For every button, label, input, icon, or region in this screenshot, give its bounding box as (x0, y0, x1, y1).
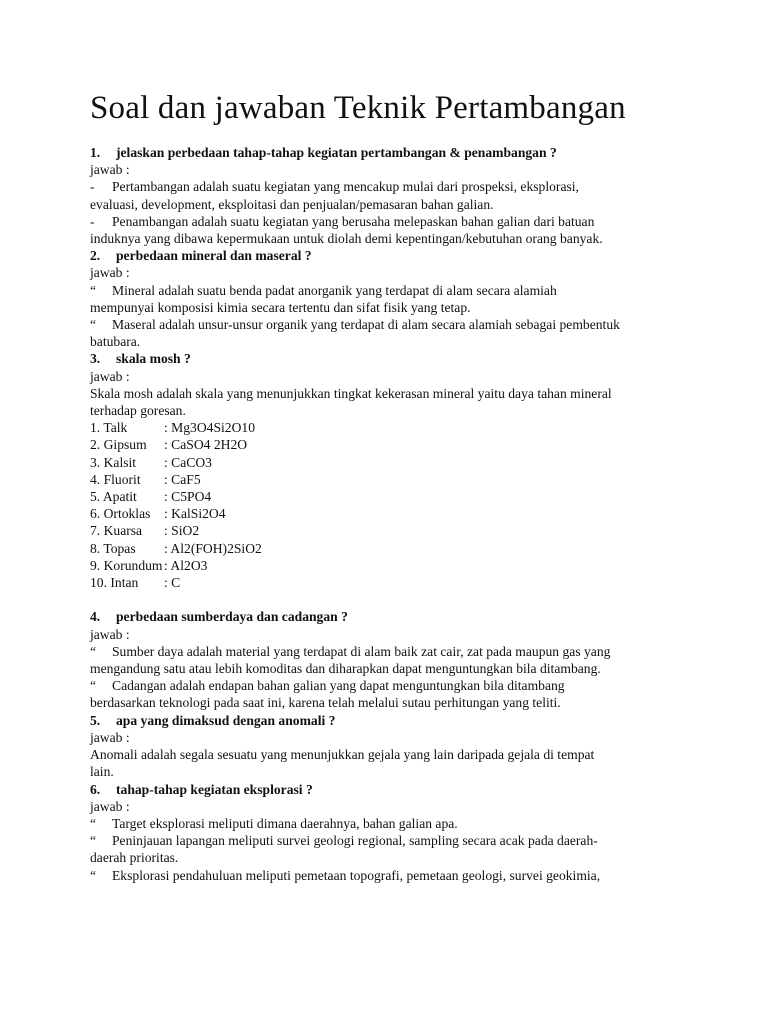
answer-label: jawab : (90, 729, 130, 745)
blank-line (90, 591, 708, 608)
answer-label: jawab : (90, 626, 130, 642)
bullet-mark: “ (90, 282, 97, 298)
mohs-scale-item (90, 505, 708, 522)
answer-line: lain. (90, 764, 114, 780)
mineral-formula: : Al2O3 (164, 557, 208, 573)
answer-text: Eksplorasi pendahuluan meliputi pemetaan topografi, pemetaan geologi, survei geokimia, (112, 867, 601, 883)
question-2 (90, 247, 708, 350)
bullet-mark: “ (90, 643, 97, 659)
mohs-scale-item (90, 419, 708, 436)
question-text: perbedaan mineral dan maseral ? (116, 248, 312, 264)
answer-line: batubara. (90, 334, 141, 350)
mineral-name: 6. Ortoklas (90, 506, 151, 522)
question-number: 4. (90, 609, 101, 625)
mineral-name: 7. Kuarsa (90, 523, 143, 539)
question-6 (90, 781, 708, 884)
answer-text: Sumber daya adalah material yang terdapat di alam baik zat cair, zat pada maupun gas yang (112, 643, 611, 659)
mohs-scale-item (90, 471, 708, 488)
answer-line: evaluasi, development, eksploitasi dan penjualan/pemasaran bahan galian. (90, 196, 494, 212)
question-heading (90, 247, 708, 264)
mineral-formula: : KalSi2O4 (164, 506, 226, 522)
bullet-mark: “ (90, 867, 97, 883)
answer-line: mengandung satu atau lebih komoditas dan diharapkan dapat menguntungkan bila ditambang. (90, 661, 601, 677)
mohs-scale-item (90, 540, 708, 557)
mineral-name: 8. Topas (90, 540, 136, 556)
answer-line: Skala mosh adalah skala yang menunjukkan tingkat kekerasan mineral yaitu daya tahan mineral (90, 385, 612, 401)
answer-line (90, 282, 708, 299)
bullet-mark: “ (90, 833, 97, 849)
mineral-name: 5. Apatit (90, 489, 137, 505)
answer-label: jawab : (90, 265, 130, 281)
question-text: perbedaan sumberdaya dan cadangan ? (116, 609, 348, 625)
mohs-scale-item (90, 574, 708, 591)
question-number: 1. (90, 145, 101, 160)
answer-label: jawab : (90, 162, 130, 178)
mineral-formula: : Al2(FOH)2SiO2 (164, 540, 262, 556)
bullet-mark: “ (90, 815, 97, 831)
question-1 (90, 144, 708, 247)
bullet-mark: - (90, 179, 95, 195)
question-3 (90, 350, 708, 608)
mineral-name: 10. Intan (90, 575, 139, 591)
mineral-formula: : CaCO3 (164, 454, 212, 470)
question-number: 3. (90, 351, 101, 367)
question-heading (90, 781, 708, 798)
answer-text: Cadangan adalah endapan bahan galian yang dapat menguntungkan bila ditambang (112, 678, 565, 694)
question-number: 5. (90, 712, 101, 728)
mineral-name: 3. Kalsit (90, 454, 137, 470)
answer-line: berdasarkan teknologi pada saat ini, karena telah melalui sutau perhitungan yang teliti. (90, 695, 561, 711)
mohs-scale-item (90, 522, 708, 539)
question-heading (90, 608, 708, 625)
answer-line (90, 213, 708, 230)
answer-text: Target eksplorasi meliputi dimana daerahnya, bahan galian apa. (112, 815, 458, 831)
answer-text: Maseral adalah unsur-unsur organik yang terdapat di alam secara alamiah sebagai pembentuk (112, 317, 620, 333)
mineral-formula: : CaSO4 2H2O (164, 437, 248, 453)
mineral-formula: : CaF5 (164, 471, 201, 487)
question-text: tahap-tahap kegiatan eksplorasi ? (116, 781, 313, 797)
question-5 (90, 712, 708, 781)
mineral-formula: : C5PO4 (164, 489, 212, 505)
mineral-name: 4. Fluorit (90, 471, 141, 487)
answer-line: induknya yang dibawa kepermukaan untuk diolah demi kepentingan/kebutuhan orang banyak. (90, 231, 603, 247)
mineral-name: 2. Gipsum (90, 437, 147, 453)
mineral-formula: : SiO2 (164, 523, 200, 539)
answer-line (90, 832, 708, 849)
answer-line: terhadap goresan. (90, 403, 186, 419)
mohs-scale-item (90, 557, 708, 574)
answer-line: mempunyai komposisi kimia secara tertentu dan sifat fisik yang tetap. (90, 299, 471, 315)
document-title: Soal dan jawaban Teknik Pertambangan (90, 90, 626, 126)
mineral-name: 9. Korundum (90, 557, 163, 573)
mineral-formula: : C (164, 575, 181, 591)
bullet-mark: “ (90, 317, 97, 333)
answer-text: Pertambangan adalah suatu kegiatan yang mencakup mulai dari prospeksi, eksplorasi, (112, 179, 579, 195)
mohs-scale-item (90, 454, 708, 471)
answer-line: Anomali adalah segala sesuatu yang menunjukkan gejala yang lain daripada gejala di tempat (90, 747, 595, 763)
bullet-mark: - (90, 213, 95, 229)
answer-text: Peninjauan lapangan meliputi survei geologi regional, sampling secara acak pada daerah- (112, 833, 598, 849)
question-text: jelaskan perbedaan tahap-tahap kegiatan pertambangan & penambangan ? (116, 145, 557, 160)
question-text: apa yang dimaksud dengan anomali ? (116, 712, 336, 728)
question-heading (90, 350, 708, 367)
answer-line (90, 867, 708, 884)
answer-line (90, 316, 708, 333)
bullet-mark: “ (90, 678, 97, 694)
answer-line (90, 643, 708, 660)
question-4 (90, 608, 708, 711)
mineral-name: 1. Talk (90, 420, 128, 436)
answer-line (90, 178, 708, 195)
answer-line (90, 677, 708, 694)
answer-text: Penambangan adalah suatu kegiatan yang berusaha melepaskan bahan galian dari batuan (112, 213, 595, 229)
question-number: 2. (90, 248, 101, 264)
mineral-formula: : Mg3O4Si2O10 (164, 420, 256, 436)
question-heading (90, 712, 708, 729)
question-text: skala mosh ? (116, 351, 191, 367)
question-heading (90, 144, 708, 161)
answer-label: jawab : (90, 368, 130, 384)
question-number: 6. (90, 781, 101, 797)
answer-label: jawab : (90, 798, 130, 814)
answer-line (90, 815, 708, 832)
answer-text: Mineral adalah suatu benda padat anorganik yang terdapat di alam secara alamiah (112, 282, 557, 298)
answer-line: daerah prioritas. (90, 850, 179, 866)
mohs-scale-item (90, 488, 708, 505)
mohs-scale-item (90, 436, 708, 453)
